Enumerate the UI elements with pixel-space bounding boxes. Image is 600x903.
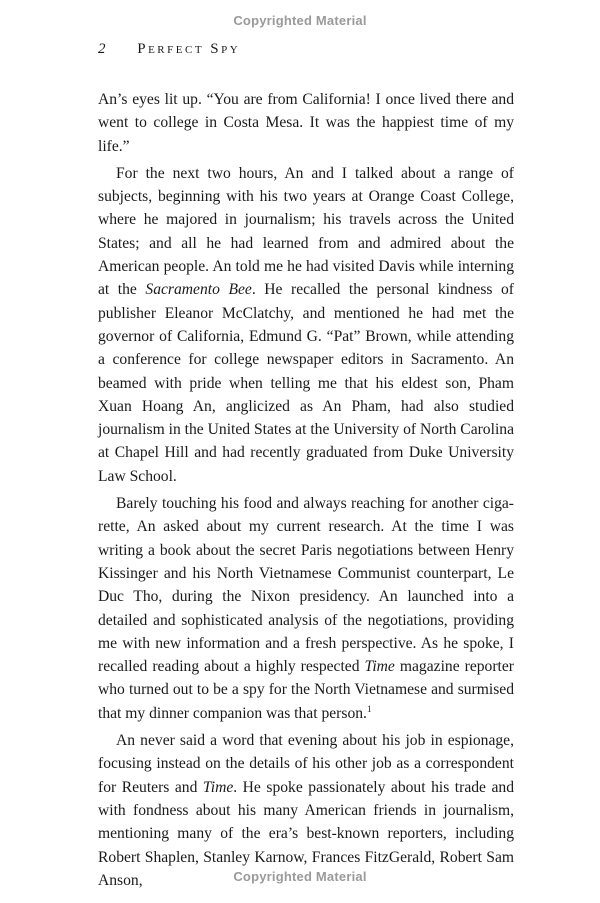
- body-text: [98, 88, 514, 896]
- magazine-title-time: Time: [364, 658, 395, 676]
- paragraph-3-text-a: Barely touching his food and always reaching for another cigarette, An asked about my current research. At the time I was writing a book about the secret Paris negotiations between Henry Kissinger and his North Vietnamese Communist counterpart, Le Duc Tho, during the Nixon presidency. An launched into a detailed and sophisticated analysis of the negotiations, providing me with new information and a fresh perspective. As he spoke, I recalled reading about a highly respected: [98, 495, 514, 676]
- newspaper-title-sacramento-bee: Sacramento Bee: [145, 281, 252, 299]
- magazine-title-time-2: Time: [202, 778, 234, 796]
- paragraph-2-text-a: For the next two hours, An and I talked about a range of subjects, beginning with his two years at Orange Coast College, where he majored in journalism; his travels across the United States; and all he had learned from and admired about the American people. An told me he had visited Davis while interning at the: [98, 164, 514, 299]
- page-number: 2: [98, 41, 106, 57]
- footnote-marker: 1: [366, 703, 372, 714]
- running-title: Perfect Spy: [137, 41, 241, 57]
- paragraph-2-text-b: . He recalled the personal kindness of publisher Eleanor McClatchy, and mentioned he had met the governor of California, Edmund G. “Pat” Brown, while attending a conference for college newspaper editors in Sacramento. An beamed with pride when telling me that his eldest son, Pham Xuan Hoang An, anglicized as An Pham, had also studied journalism in the United States at the University of North Carolina at Chapel Hill and had recently graduated from Duke University Law School.: [98, 281, 514, 485]
- paragraph-1: [98, 88, 514, 158]
- paragraph-4: [98, 729, 514, 892]
- copyright-watermark-top: Copyrighted Material: [233, 13, 367, 28]
- copyright-watermark-bottom: Copyrighted Material: [233, 869, 367, 884]
- running-head: [98, 41, 240, 58]
- paragraph-1-text: An’s eyes lit up. “You are from California! I once lived there and went to college in Costa Mesa. It was the happiest time of my life.”: [98, 91, 514, 155]
- paragraph-2: [98, 162, 514, 488]
- paragraph-4-text-b: . He spoke passionately about his trade and with fondness about his many American friends in journalism, mentioning many of the era’s best-known reporters, including Robert Shaplen, Stanley Karnow, Frances FitzGerald, Robert Sam Anson,: [98, 778, 515, 889]
- paragraph-3-text-b: magazine reporter who turned out to be a spy for the North Vietnamese and surmised that my dinner companion was that person.: [98, 658, 514, 722]
- paragraph-4-text-a: An never said a word that evening about his job in espionage, focusing instead on the details of his other job as a correspondent for Reuters and: [98, 732, 514, 796]
- paragraph-3: [98, 492, 514, 725]
